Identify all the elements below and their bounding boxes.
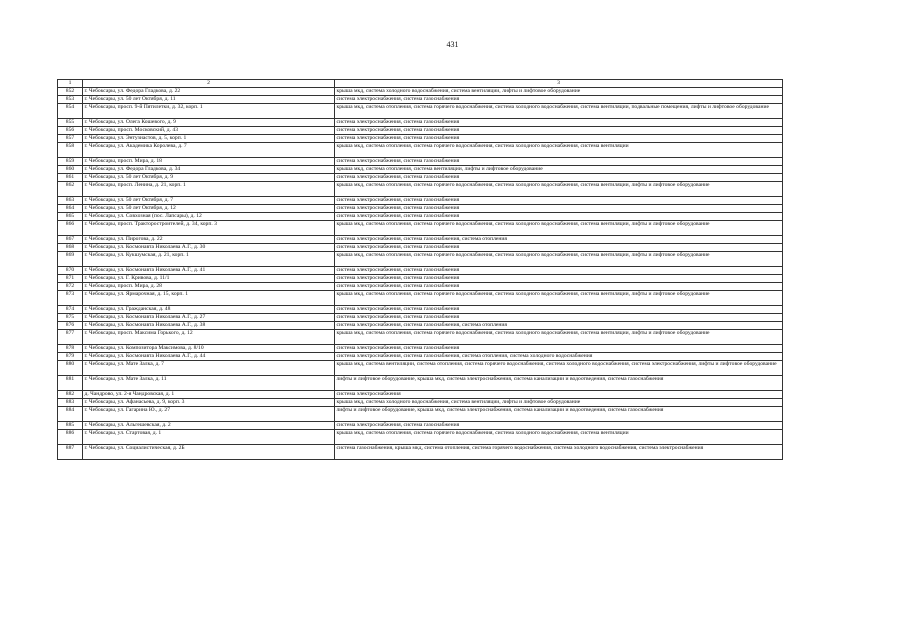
row-systems-cell: крыша мкд, система отопления, система горячего водоснабжения, система холодного водоснабжения, система вентиляции, подвальные помещения, лифты и лифтовое оборудование [335,104,783,119]
row-systems-cell: система газоснабжения, крыша мкд, система отопления, система горячего водоснабжения, система холодного водоснабжения, система электроснабжения [335,445,783,460]
row-systems-cell: крыша мкд, система отопления, система горячего водоснабжения, система холодного водоснабжения, система вентиляции [335,143,783,158]
row-address-cell: д. Чандрово, ул. 2-я Чандровская, д. 1 [83,391,335,399]
table-row [58,166,783,174]
table-row [58,174,783,182]
table-row [58,407,783,422]
table-row [58,182,783,197]
row-systems-cell: крыша мкд, система отопления, система горячего водоснабжения, система холодного водоснабжения, система вентиляции, лифты и лифтовое оборудование [335,221,783,236]
row-systems-cell: система электроснабжения, система газоснабжения [335,314,783,322]
row-number-cell: 874 [58,306,83,314]
row-address-cell: г. Чебоксары, ул. Ярмарочная, д. 15, корп. 1 [83,291,335,306]
page-number: 431 [446,40,459,49]
row-address-cell: г. Чебоксары, ул. Кукшумская, д. 21, корп. 1 [83,252,335,267]
row-systems-cell: система электроснабжения, система газоснабжения [335,275,783,283]
row-systems-cell: система электроснабжения, система газоснабжения [335,174,783,182]
row-systems-cell: система электроснабжения, система газоснабжения [335,422,783,430]
row-number-cell: 866 [58,221,83,236]
table-row [58,244,783,252]
table-row [58,143,783,158]
table-row [58,314,783,322]
row-number-cell: 883 [58,399,83,407]
row-systems-cell: крыша мкд, система отопления, система горячего водоснабжения, система холодного водоснабжения, система вентиляции, лифты и лифтовое оборудование [335,182,783,197]
row-systems-cell: крыша мкд, система отопления, система горячего водоснабжения, система холодного водоснабжения, система вентиляции [335,430,783,445]
row-number-cell: 856 [58,127,83,135]
row-number-cell: 867 [58,236,83,244]
row-number-cell: 884 [58,407,83,422]
row-address-cell: г. Чебоксары, ул. Космонавта Николаева А.Г., д. 30 [83,244,335,252]
table-row [58,376,783,391]
row-number-cell: 858 [58,143,83,158]
row-systems-cell: система электроснабжения [335,391,783,399]
row-address-cell: г. Чебоксары, ул. Гагарина Ю., д. 27 [83,407,335,422]
row-systems-cell: крыша мкд, система отопления, система горячего водоснабжения, система холодного водоснабжения, система вентиляции, лифты и лифтовое оборудование [335,330,783,345]
row-systems-cell: система электроснабжения, система газоснабжения [335,127,783,135]
row-systems-cell: система электроснабжения, система газоснабжения [335,96,783,104]
row-number-cell: 864 [58,205,83,213]
row-number-cell: 859 [58,158,83,166]
table-row [58,322,783,330]
row-number-cell: 875 [58,314,83,322]
row-address-cell: г. Чебоксары, ул. Афанасьева, д. 9, корп. 3 [83,399,335,407]
row-systems-cell: крыша мкд, система отопления, система горячего водоснабжения, система холодного водоснабжения, система вентиляции, лифты и лифтовое оборудование [335,291,783,306]
row-address-cell: г. Чебоксары, ул. Академика Королева, д. 7 [83,143,335,158]
row-number-cell: 873 [58,291,83,306]
row-number-cell: 861 [58,174,83,182]
row-address-cell: г. Чебоксары, просп. Мира, д. 18 [83,158,335,166]
row-number-cell: 860 [58,166,83,174]
row-address-cell: г. Чебоксары, ул. Космонавта Николаева А.Г., д. 41 [83,267,335,275]
row-number-cell: 870 [58,267,83,275]
row-systems-cell: система электроснабжения, система газоснабжения [335,135,783,143]
row-number-cell: 879 [58,353,83,361]
row-address-cell: г. Чебоксары, ул. Стартовая, д. 1 [83,430,335,445]
table-row [58,353,783,361]
table-row [58,291,783,306]
row-address-cell: г. Чебоксары, ул. Космонавта Николаева А.Г., д. 44 [83,353,335,361]
row-systems-cell: лифты и лифтовое оборудование, крыша мкд, система электроснабжения, система канализации и водоотведения, система газоснабжения [335,407,783,422]
table-row [58,391,783,399]
row-address-cell: г. Чебоксары, ул. 50 лет Октября, д. 12 [83,205,335,213]
row-address-cell: г. Чебоксары, ул. Пирогова, д. 22 [83,236,335,244]
table-row [58,430,783,445]
row-number-cell: 876 [58,322,83,330]
table-row [58,306,783,314]
row-number-cell: 869 [58,252,83,267]
row-address-cell: г. Чебоксары, ул. Федора Гладкова, д. 22 [83,88,335,96]
row-systems-cell: система электроснабжения, система газоснабжения [335,267,783,275]
table-row [58,127,783,135]
row-systems-cell: система электроснабжения, система газоснабжения [335,213,783,221]
row-address-cell: г. Чебоксары, ул. Олега Кошевого, д. 9 [83,119,335,127]
row-address-cell: г. Чебоксары, ул. Энтузиастов, д. 5, корп. 1 [83,135,335,143]
row-systems-cell: система электроснабжения, система газоснабжения [335,283,783,291]
row-number-cell: 854 [58,104,83,119]
header-cell-systems: 3 [335,80,783,88]
row-number-cell: 882 [58,391,83,399]
row-systems-cell: система электроснабжения, система газоснабжения [335,345,783,353]
table-row [58,275,783,283]
building-systems-table [57,79,783,460]
table-row [58,135,783,143]
row-number-cell: 885 [58,422,83,430]
row-address-cell: г. Чебоксары, ул. Композитора Максимова, д. 8/10 [83,345,335,353]
row-systems-cell: крыша мкд, система холодного водоснабжения, система вентиляции, лифты и лифтовое оборудование [335,88,783,96]
row-address-cell: г. Чебоксары, ул. 50 лет Октября, д. 9 [83,174,335,182]
row-number-cell: 855 [58,119,83,127]
table-row [58,283,783,291]
row-systems-cell: лифты и лифтовое оборудование, крыша мкд, система электроснабжения, система канализации и водоотведения, система газоснабжения [335,376,783,391]
row-systems-cell: система электроснабжения, система газоснабжения [335,197,783,205]
table-row [58,205,783,213]
row-address-cell: г. Чебоксары, ул. Гражданская, д. 48 [83,306,335,314]
table-row [58,119,783,127]
table-row [58,104,783,119]
row-address-cell: г. Чебоксары, ул. 50 лет Октября, д. 11 [83,96,335,104]
row-address-cell: г. Чебоксары, ул. Мате Залка, д. 7 [83,361,335,376]
row-number-cell: 881 [58,376,83,391]
row-number-cell: 878 [58,345,83,353]
row-address-cell: г. Чебоксары, просп. Максима Горького, д. 12 [83,330,335,345]
table-row [58,213,783,221]
row-address-cell: г. Чебоксары, ул. Космонавта Николаева А.Г., д. 38 [83,322,335,330]
row-address-cell: г. Чебоксары, просп. 9-й Пятилетки, д. 32, корп. 1 [83,104,335,119]
table-row [58,330,783,345]
row-number-cell: 872 [58,283,83,291]
row-address-cell: г. Чебоксары, ул. Социалистическая, д. 2Б [83,445,335,460]
row-systems-cell: система электроснабжения, система газоснабжения, система отопления [335,322,783,330]
row-systems-cell: крыша мкд, система вентиляции, система отопления, система горячего водоснабжения, система холодного водоснабжения, система электроснабжения, лифты и лифтовое оборудование [335,361,783,376]
row-systems-cell: система электроснабжения, система газоснабжения [335,244,783,252]
table-header-row [58,80,783,88]
row-address-cell: г. Чебоксары, ул. Мате Залка, д. 11 [83,376,335,391]
header-cell-number: 1 [58,80,83,88]
table-row [58,158,783,166]
row-systems-cell: система электроснабжения, система газоснабжения [335,158,783,166]
row-systems-cell: крыша мкд, система холодного водоснабжения, система вентиляции, лифты и лифтовое оборудование [335,399,783,407]
row-number-cell: 852 [58,88,83,96]
table-row [58,236,783,244]
row-systems-cell: система электроснабжения, система газоснабжения [335,306,783,314]
row-number-cell: 863 [58,197,83,205]
table-row [58,252,783,267]
row-systems-cell: система электроснабжения, система газоснабжения [335,205,783,213]
row-address-cell: г. Чебоксары, ул. Г. Кривова, д. 11/1 [83,275,335,283]
row-number-cell: 887 [58,445,83,460]
row-number-cell: 865 [58,213,83,221]
row-number-cell: 862 [58,182,83,197]
header-cell-address: 2 [83,80,335,88]
table-row [58,399,783,407]
row-address-cell: г. Чебоксары, просп. Мира, д. 28 [83,283,335,291]
table-row [58,445,783,460]
row-address-cell: г. Чебоксары, ул. 50 лет Октября, д. 7 [83,197,335,205]
table-row [58,221,783,236]
row-systems-cell: система электроснабжения, система газоснабжения, система отопления [335,236,783,244]
row-number-cell: 853 [58,96,83,104]
row-systems-cell: система электроснабжения, система газоснабжения [335,119,783,127]
table-row [58,267,783,275]
row-number-cell: 880 [58,361,83,376]
row-number-cell: 886 [58,430,83,445]
row-address-cell: г. Чебоксары, ул. Альгешевская, д. 2 [83,422,335,430]
row-address-cell: г. Чебоксары, просп. Московский, д. 43 [83,127,335,135]
row-number-cell: 877 [58,330,83,345]
table-row [58,197,783,205]
row-address-cell: г. Чебоксары, ул. Федора Гладкова, д. 34 [83,166,335,174]
row-systems-cell: крыша мкд, система отопления, система горячего водоснабжения, система холодного водоснабжения, система вентиляции, лифты и лифтовое оборудование [335,252,783,267]
table-row [58,345,783,353]
row-number-cell: 871 [58,275,83,283]
table-row [58,422,783,430]
row-address-cell: г. Чебоксары, просп. Ленина, д. 21, корп. 1 [83,182,335,197]
table-row [58,361,783,376]
row-systems-cell: система электроснабжения, система газоснабжения, система отопления, система холодного водоснабжения [335,353,783,361]
table-row [58,88,783,96]
row-address-cell: г. Чебоксары, ул. Совхозная (пос. Лапсары), д. 12 [83,213,335,221]
row-number-cell: 868 [58,244,83,252]
row-number-cell: 857 [58,135,83,143]
row-systems-cell: крыша мкд, система отопления, система вентиляции, лифты и лифтовое оборудование [335,166,783,174]
table-row [58,96,783,104]
row-address-cell: г. Чебоксары, ул. Космонавта Николаева А.Г., д. 27 [83,314,335,322]
row-address-cell: г. Чебоксары, просп. Тракторостроителей, д. 34, корп. 3 [83,221,335,236]
